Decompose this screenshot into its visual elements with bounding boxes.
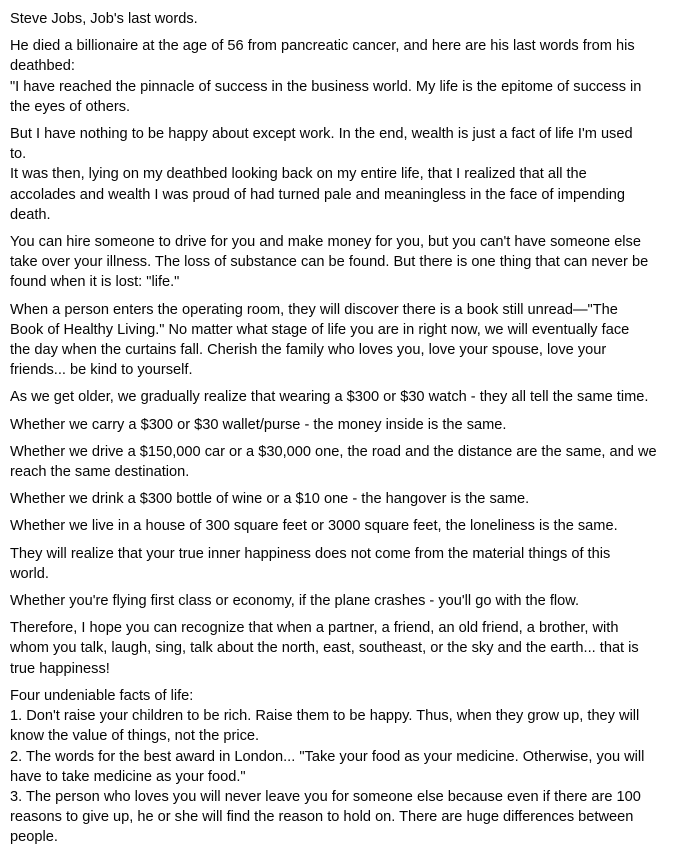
post-paragraph bbox=[10, 686, 672, 848]
post-text-line: They will realize that your true inner happiness does not come from the material things of this bbox=[10, 545, 611, 562]
post-text-line: But I have nothing to be happy about except work. In the end, wealth is just a fact of life I'm used bbox=[10, 126, 633, 143]
post-text-line: You can hire someone to drive for you and make money for you, but you can't have someone else bbox=[10, 234, 641, 251]
post-text-line: As we get older, we gradually realize that wearing a $300 or $30 watch - they all tell the same time. bbox=[10, 389, 649, 406]
post-text-line: Steve Jobs, Job's last words. bbox=[10, 11, 198, 27]
post-text-line: have to take medicine as your food." bbox=[10, 768, 246, 785]
post-paragraph bbox=[10, 124, 672, 225]
post-text-line: Four undeniable facts of life: bbox=[10, 687, 194, 704]
post-paragraph bbox=[10, 415, 672, 435]
post-text-line: the eyes of others. bbox=[10, 98, 131, 115]
post-paragraph bbox=[10, 387, 672, 407]
post-text-line: 2. The words for the best award in London... "Take your food as your medicine. Otherwise, you will bbox=[10, 748, 645, 765]
post-paragraph bbox=[10, 618, 672, 679]
post-paragraph bbox=[10, 544, 672, 584]
post-text-line: Whether we drink a $300 bottle of wine or a $10 one - the hangover is the same. bbox=[10, 491, 530, 508]
post-text-line: 1. Don't raise your children to be rich. Raise them to be happy. Thus, when they grow up, they will bbox=[10, 708, 640, 725]
post-body bbox=[10, 9, 672, 855]
post-text-line: 3. The person who loves you will never leave you for someone else because even if there are 100 bbox=[10, 788, 641, 805]
post-text-line: It was then, lying on my deathbed looking back on my entire life, that I realized that all the bbox=[10, 166, 587, 183]
post-text-line: friends... be kind to yourself. bbox=[10, 362, 193, 379]
post-text-line: He died a billionaire at the age of 56 from pancreatic cancer, and here are his last words from his bbox=[10, 38, 635, 55]
post-text-line: Whether we carry a $300 or $30 wallet/purse - the money inside is the same. bbox=[10, 416, 507, 433]
post-text-line: Whether we live in a house of 300 square feet or 3000 square feet, the loneliness is the same. bbox=[10, 518, 618, 535]
post-paragraph bbox=[10, 442, 672, 482]
post-paragraph bbox=[10, 232, 672, 293]
post-text-line: reach the same destination. bbox=[10, 464, 190, 481]
post-text-line: death. bbox=[10, 206, 51, 223]
post-text-line: "I have reached the pinnacle of success in the business world. My life is the epitome of success in bbox=[10, 78, 642, 95]
post-paragraph bbox=[10, 9, 672, 29]
post-paragraph bbox=[10, 591, 672, 611]
post-text-line: to. bbox=[10, 146, 27, 163]
post-text-line: found when it is lost: "life." bbox=[10, 274, 180, 291]
post-text-line: whom you talk, laugh, sing, talk about the north, east, southeast, or the sky and the earth... that is bbox=[10, 640, 639, 657]
post-text-line: Therefore, I hope you can recognize that when a partner, a friend, an old friend, a brother, with bbox=[10, 620, 619, 637]
post-text-line: Whether we drive a $150,000 car or a $30,000 one, the road and the distance are the same, and we bbox=[10, 443, 657, 460]
post-text-line: accolades and wealth I was proud of had turned pale and meaningless in the face of impending bbox=[10, 186, 625, 203]
post-text-line: people. bbox=[10, 829, 58, 846]
post-text-line: reasons to give up, he or she will find the reason to hold on. There are huge differences between bbox=[10, 809, 634, 826]
post-text-line: When a person enters the operating room, they will discover there is a book still unread—"The bbox=[10, 301, 618, 318]
post-text-line: world. bbox=[10, 565, 49, 582]
post-text-line: take over your illness. The loss of substance can be found. But there is one thing that can never be bbox=[10, 254, 649, 271]
post-text-line: deathbed: bbox=[10, 58, 75, 75]
post-paragraph bbox=[10, 516, 672, 536]
post-paragraph bbox=[10, 300, 672, 381]
post-text-line: the day when the curtains fall. Cherish the family who loves you, love your spouse, love your bbox=[10, 342, 607, 359]
post-text-line: true happiness! bbox=[10, 660, 110, 677]
post-text-line: Book of Healthy Living." No matter what stage of life you are in right now, we will eventually face bbox=[10, 321, 630, 338]
post-paragraph bbox=[10, 489, 672, 509]
post-text-line: Whether you're flying first class or economy, if the plane crashes - you'll go with the flow. bbox=[10, 593, 580, 610]
post-text-line: know the value of things, not the price. bbox=[10, 728, 260, 745]
post-paragraph bbox=[10, 36, 672, 117]
